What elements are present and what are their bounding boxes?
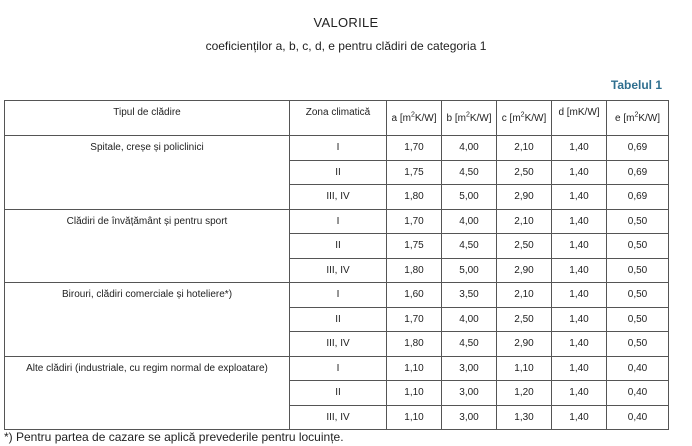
coef-d-cell: 1,40 — [552, 185, 607, 210]
coef-b-cell: 4,50 — [442, 234, 497, 259]
coef-d-cell: 1,40 — [552, 332, 607, 357]
coef-d-cell: 1,40 — [552, 283, 607, 308]
header-coef-a: a $[m^2K/W]$ — [387, 101, 442, 136]
coef-c-cell: 2,90 — [497, 185, 552, 210]
header-coef-c: c $[m^2K/W]$ — [497, 101, 552, 136]
coef-e-cell: 0,50 — [607, 234, 669, 259]
coef-c-cell: 2,50 — [497, 234, 552, 259]
coef-a-cell: 1,10 — [387, 381, 442, 406]
climatic-zone-cell: III, IV — [290, 185, 387, 210]
coef-c-cell: 2,50 — [497, 160, 552, 185]
coef-e-cell: 0,69 — [607, 160, 669, 185]
coef-d-cell: 1,40 — [552, 258, 607, 283]
coef-e-cell: 0,50 — [607, 209, 669, 234]
coef-e-cell: 0,40 — [607, 405, 669, 430]
coef-c-cell: 2,10 — [497, 136, 552, 161]
coef-d-cell: 1,40 — [552, 405, 607, 430]
coef-b-cell: 4,00 — [442, 136, 497, 161]
coef-e-cell: 0,50 — [607, 283, 669, 308]
document-subtitle: coeficienților a, b, c, d, e pentru clădiri de categoria 1 — [205, 39, 487, 53]
coef-a-cell: 1,70 — [387, 136, 442, 161]
coef-d-cell: 1,40 — [552, 136, 607, 161]
document-title: VALORILE — [313, 15, 379, 30]
coef-b-cell: 4,00 — [442, 307, 497, 332]
footnote: *) Pentru partea de cazare se aplică prevederile pentru locuințe. — [4, 430, 344, 444]
coef-a-cell: 1,80 — [387, 332, 442, 357]
climatic-zone-cell: I — [290, 356, 387, 381]
coef-d-cell: 1,40 — [552, 381, 607, 406]
table-body — [5, 136, 669, 430]
climatic-zone-cell: III, IV — [290, 405, 387, 430]
building-type-cell: Clădiri de învățământ și pentru sport — [5, 209, 290, 283]
climatic-zone-cell: II — [290, 307, 387, 332]
building-type-cell: Spitale, creșe și policlinici — [5, 136, 290, 210]
coef-a-cell: 1,75 — [387, 160, 442, 185]
coef-a-cell: 1,80 — [387, 258, 442, 283]
coef-a-cell: 1,60 — [387, 283, 442, 308]
coef-b-cell: 3,50 — [442, 283, 497, 308]
building-type-cell: Birouri, clădiri comerciale și hoteliere*) — [5, 283, 290, 357]
climatic-zone-cell: II — [290, 160, 387, 185]
header-coef-e: e $[m^2K/W]$ — [607, 101, 669, 136]
coef-c-cell: 2,10 — [497, 283, 552, 308]
coef-b-cell: 4,50 — [442, 332, 497, 357]
coef-c-cell: 2,90 — [497, 258, 552, 283]
header-coef-b: b $[m^2K/W]$ — [442, 101, 497, 136]
coef-b-cell: 3,00 — [442, 405, 497, 430]
coef-e-cell: 0,50 — [607, 258, 669, 283]
table-row — [5, 136, 669, 161]
coef-d-cell: 1,40 — [552, 234, 607, 259]
coef-d-cell: 1,40 — [552, 356, 607, 381]
coef-e-cell: 0,40 — [607, 381, 669, 406]
coef-b-cell: 4,00 — [442, 209, 497, 234]
coef-d-cell: 1,40 — [552, 209, 607, 234]
coef-c-cell: 2,90 — [497, 332, 552, 357]
climatic-zone-cell: III, IV — [290, 258, 387, 283]
coefficients-table — [4, 100, 669, 430]
climatic-zone-cell: II — [290, 381, 387, 406]
header-climatic-zone: Zona climatică — [290, 101, 387, 136]
climatic-zone-cell: II — [290, 234, 387, 259]
coef-c-cell: 2,10 — [497, 209, 552, 234]
coef-e-cell: 0,50 — [607, 307, 669, 332]
coef-a-cell: 1,80 — [387, 185, 442, 210]
coef-c-cell: 1,10 — [497, 356, 552, 381]
climatic-zone-cell: I — [290, 283, 387, 308]
coef-e-cell: 0,69 — [607, 136, 669, 161]
coef-b-cell: 5,00 — [442, 258, 497, 283]
coef-a-cell: 1,70 — [387, 307, 442, 332]
coef-a-cell: 1,10 — [387, 405, 442, 430]
header-coef-d: d [mK/W] — [552, 101, 607, 136]
climatic-zone-cell: I — [290, 136, 387, 161]
table-row — [5, 283, 669, 308]
coef-b-cell: 3,00 — [442, 381, 497, 406]
coef-c-cell: 1,20 — [497, 381, 552, 406]
coef-b-cell: 4,50 — [442, 160, 497, 185]
coef-a-cell: 1,70 — [387, 209, 442, 234]
coef-d-cell: 1,40 — [552, 160, 607, 185]
climatic-zone-cell: III, IV — [290, 332, 387, 357]
coef-a-cell: 1,10 — [387, 356, 442, 381]
table-label: Tabelul 1 — [610, 78, 662, 92]
climatic-zone-cell: I — [290, 209, 387, 234]
table-row — [5, 209, 669, 234]
coef-b-cell: 5,00 — [442, 185, 497, 210]
table-row — [5, 356, 669, 381]
coef-a-cell: 1,75 — [387, 234, 442, 259]
table-header-row — [5, 101, 669, 136]
building-type-cell: Alte clădiri (industriale, cu regim normal de exploatare) — [5, 356, 290, 430]
coef-c-cell: 1,30 — [497, 405, 552, 430]
coef-e-cell: 0,40 — [607, 356, 669, 381]
coef-c-cell: 2,50 — [497, 307, 552, 332]
coef-e-cell: 0,50 — [607, 332, 669, 357]
coef-d-cell: 1,40 — [552, 307, 607, 332]
header-building-type: Tipul de clădire — [5, 101, 290, 136]
coef-b-cell: 3,00 — [442, 356, 497, 381]
coef-e-cell: 0,69 — [607, 185, 669, 210]
